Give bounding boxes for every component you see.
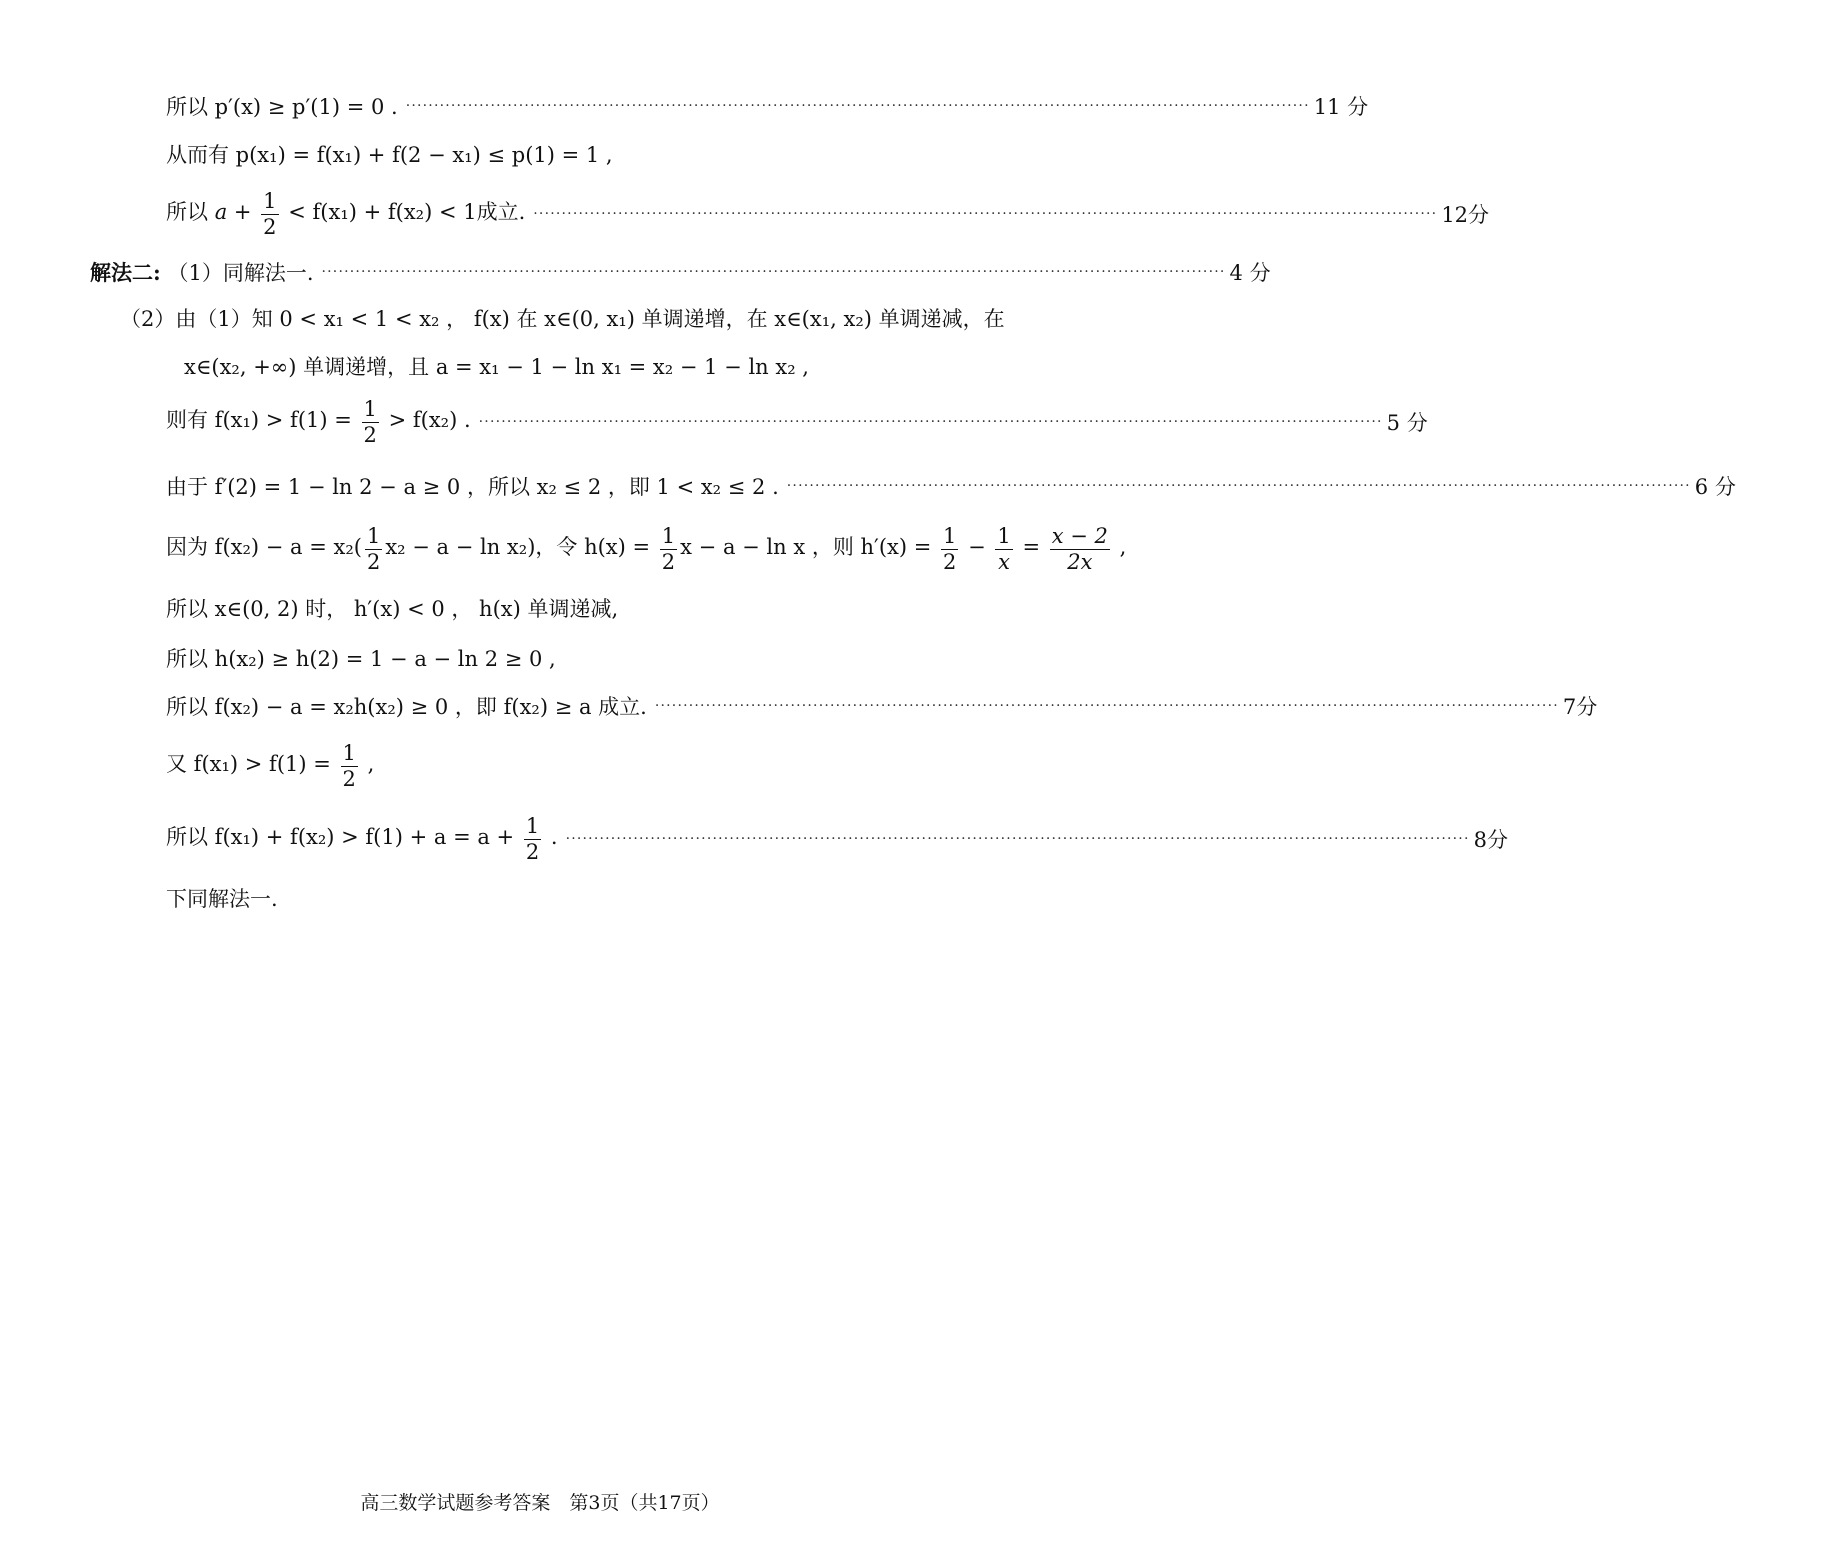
step-formula — [0, 814, 558, 863]
leader-dots — [787, 478, 1691, 494]
page-footer: 高三数学试题参考答案 第3页（共17页） — [360, 1492, 720, 1514]
step-formula — [0, 524, 1126, 573]
score-label: 4 分 — [1229, 261, 1271, 285]
step-line-6 — [0, 348, 1080, 384]
leader-dots — [533, 206, 1437, 222]
expr-part: , — [1119, 535, 1127, 560]
step-line-12 — [0, 688, 1598, 724]
fraction-denominator: 2 — [366, 549, 381, 574]
fraction-one-over-x — [995, 524, 1012, 573]
expr-part: a + — [214, 200, 252, 225]
fraction-half — [261, 189, 278, 238]
leader-dots — [322, 264, 1226, 280]
leader-dots — [479, 414, 1383, 430]
fraction-numerator: 1 — [342, 741, 356, 766]
step-line-15 — [0, 880, 1080, 916]
step-line-2 — [0, 136, 1080, 172]
expr-part: < f(x₁) + f(x₂) < 1成立. — [288, 200, 526, 225]
expr-part: 因为 f(x₂) − a = x₂( — [166, 535, 362, 560]
step-line-13 — [0, 740, 1080, 792]
fraction-numerator: 1 — [997, 524, 1011, 549]
step-line-10 — [0, 590, 1080, 626]
step-text: 所以 f(x₂) − a = x₂h(x₂) ≥ 0 ，即 f(x₂) ≥ a 成立. — [166, 695, 647, 719]
step-text: 下同解法一. — [166, 887, 278, 911]
fraction-numerator: 1 — [366, 524, 381, 549]
step-line-7 — [0, 396, 1428, 448]
leader-dots — [655, 698, 1559, 714]
step-text: 从而有 p(x₁) = f(x₁) + f(2 − x₁) ≤ p(1) = 1 , — [166, 143, 613, 167]
score-label: 7分 — [1562, 695, 1598, 719]
score-label: 8分 — [1473, 828, 1508, 852]
step-line-14 — [0, 812, 1508, 866]
method-label: 解法二: — [90, 260, 161, 285]
score-label: 11 分 — [1313, 95, 1369, 119]
step-formula — [0, 189, 525, 238]
expr-part: 则有 f(x₁) > f(1) = — [166, 408, 352, 433]
fraction-numerator: 1 — [363, 397, 377, 422]
fraction-denominator: 2 — [661, 549, 676, 574]
fraction-half — [941, 524, 958, 573]
fraction-numerator: x − 2 — [1051, 524, 1108, 549]
step-line-4 — [0, 254, 1271, 290]
fraction-denominator: 2 — [525, 839, 540, 864]
step-text: 所以 p′(x) ≥ p′(1) = 0 . — [166, 95, 398, 119]
fraction-denominator: x — [998, 549, 1010, 574]
minus-sign: − — [968, 535, 986, 560]
step-line-3 — [0, 188, 1490, 240]
step-formula — [0, 397, 471, 446]
leader-dots — [406, 98, 1310, 114]
equals-sign: = — [1022, 535, 1041, 560]
step-line-5 — [0, 300, 1080, 336]
fraction-denominator: 2 — [943, 549, 957, 574]
step-text: （2）由（1）知 0 < x₁ < 1 < x₂ ， f(x) 在 x∈(0, x₁) 单调递增，在 x∈(x₁, x₂) 单调递减，在 — [120, 307, 1005, 331]
expr-part: > f(x₂) . — [388, 408, 471, 433]
fraction-denominator: 2 — [263, 214, 277, 239]
step-prefix: 所以 — [166, 200, 208, 225]
step-text: 所以 h(x₂) ≥ h(2) = 1 − a − ln 2 ≥ 0 , — [166, 647, 556, 671]
expr-part: 所以 f(x₁) + f(x₂) > f(1) + a = a + — [166, 825, 515, 850]
step-line-1 — [0, 88, 1369, 124]
fraction-half — [660, 524, 677, 573]
step-text: 所以 x∈(0, 2) 时， h′(x) < 0 ， h(x) 单调递减, — [166, 597, 619, 621]
expr-part: , — [367, 752, 375, 777]
fraction-numerator: 1 — [943, 524, 957, 549]
step-text: （1）同解法一. — [167, 261, 314, 285]
score-label: 6 分 — [1694, 475, 1736, 499]
fraction-half — [524, 814, 541, 863]
expr-part: 又 f(x₁) > f(1) = — [166, 752, 331, 777]
fraction-half — [341, 741, 358, 790]
fraction-half — [365, 524, 382, 573]
expr-part: x − a − ln x ，则 h′(x) = — [680, 535, 932, 560]
expr-part: . — [550, 825, 558, 850]
expr-part: x₂ − a − ln x₂)，令 h(x) = — [385, 535, 651, 560]
score-label: 5 分 — [1386, 411, 1428, 435]
step-text: 由于 f′(2) = 1 − ln 2 − a ≥ 0 ，所以 x₂ ≤ 2 ，即 1 < x₂ ≤ 2 . — [166, 475, 779, 499]
step-line-11 — [0, 640, 1080, 676]
fraction-numerator: 1 — [661, 524, 676, 549]
step-line-9 — [0, 522, 1127, 576]
step-formula — [0, 741, 374, 790]
step-text: x∈(x₂, +∞) 单调递增，且 a = x₁ − 1 − ln x₁ = x₂ − 1 − ln x₂ , — [184, 355, 809, 379]
method-two-heading — [0, 257, 314, 287]
fraction-numerator: 1 — [263, 189, 277, 214]
fraction-result — [1050, 524, 1110, 573]
fraction-half — [362, 397, 379, 446]
fraction-denominator: 2 — [342, 766, 356, 791]
step-line-8 — [0, 468, 1736, 504]
fraction-denominator: 2 — [363, 422, 377, 447]
fraction-denominator: 2x — [1067, 549, 1093, 574]
leader-dots — [566, 831, 1470, 847]
score-label: 12分 — [1441, 203, 1490, 227]
fraction-numerator: 1 — [525, 814, 540, 839]
